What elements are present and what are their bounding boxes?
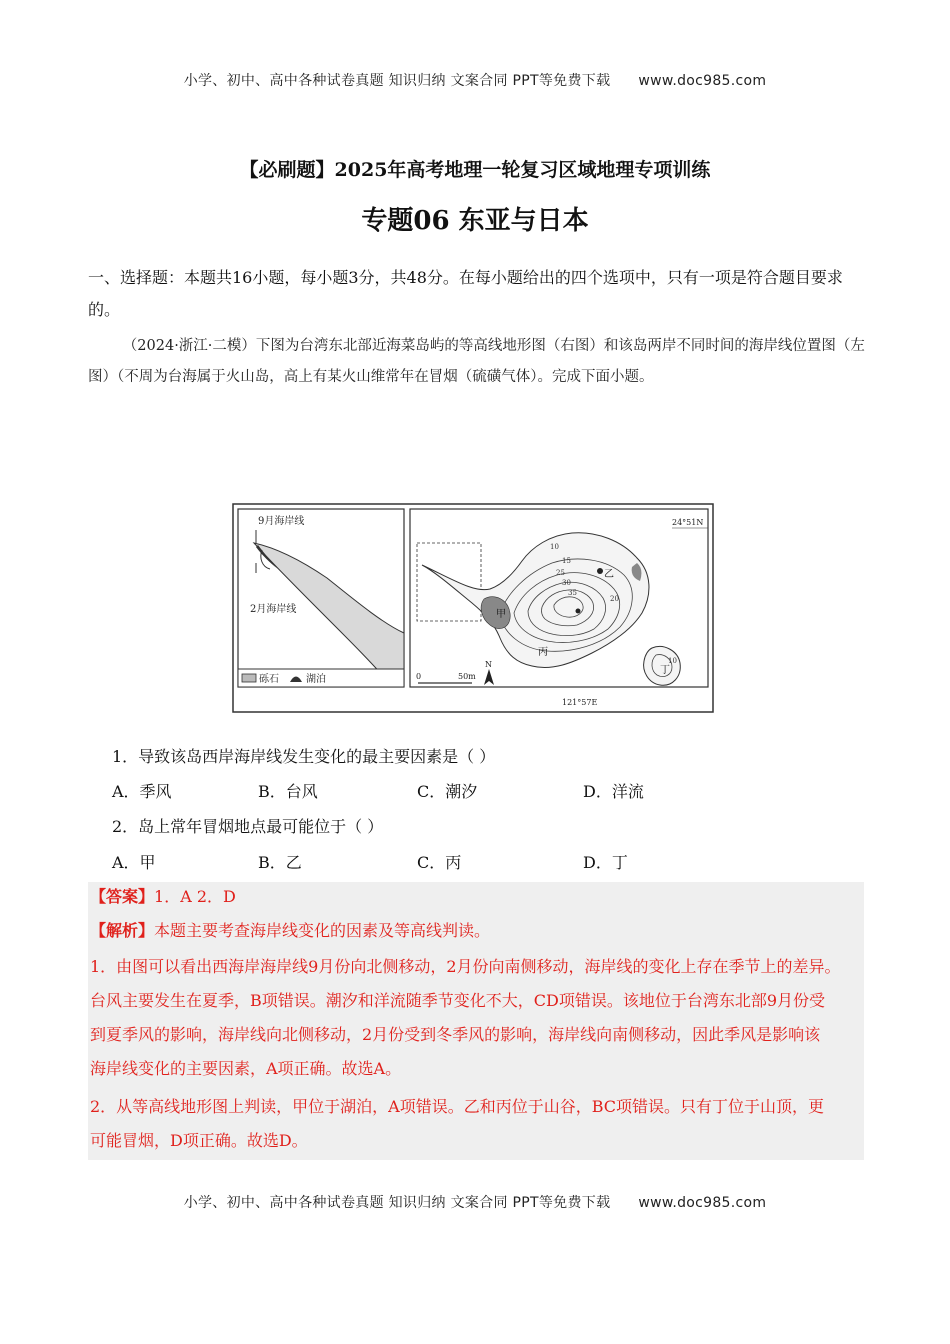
contour-label: 25	[556, 569, 565, 577]
question-intro: （2024·浙江·二模）下图为台湾东北部近海菜岛屿的等高线地形图（右图）和该岛两岸不同时间的海岸线位置图（左图）（不周为台海属于火山岛，高上有某火山维常年在冒烟（硫磺气体）。完成下面小题。	[88, 338, 865, 385]
analysis-p2-line: 可能冒烟，D项正确。故选D。	[90, 1131, 308, 1150]
scale-zero: 0	[416, 672, 422, 681]
analysis-line	[90, 914, 866, 948]
question-1-option-c[interactable]: C．潮汐	[417, 782, 478, 801]
question-2-option-c[interactable]: C．丙	[417, 853, 462, 872]
footer-site[interactable]: www.doc985.com	[638, 1195, 767, 1211]
scale-value: 50m	[458, 672, 476, 681]
answer-line	[90, 880, 866, 914]
place-ding: 丁	[660, 665, 670, 676]
question-1-option-d[interactable]: D．洋流	[583, 782, 644, 801]
contour-label: 15	[562, 557, 571, 565]
island-map-figure	[232, 503, 714, 713]
analysis-paragraph-2	[90, 1090, 866, 1158]
gravel-legend-icon	[242, 674, 256, 682]
analysis-p1-line: 海岸线变化的主要因素，A项正确。故选A。	[90, 1059, 402, 1078]
question-2-option-d[interactable]: D．丁	[583, 853, 628, 872]
north-label: N	[485, 660, 492, 669]
place-jia: 甲	[496, 609, 506, 620]
latitude-label: 24°51N	[672, 518, 704, 527]
label-september-coastline: 9月海岸线	[258, 516, 305, 527]
analysis-p1-line: 1．由图可以看出西海岸海岸线9月份向北侧移动，2月份向南侧移动，海岸线的变化上存在季节上的差异。	[90, 957, 841, 976]
analysis-p1-line: 到夏季风的影响，海岸线向北侧移动，2月份受到冬季风的影响，海岸线向南侧移动，因此季风是影响该	[90, 1025, 821, 1044]
document-title: 【必刷题】2025年高考地理一轮复习区域地理专项训练	[239, 159, 711, 181]
legend-gravel: 砾石	[259, 674, 279, 685]
question-2-option-a[interactable]: A．甲	[112, 853, 156, 872]
page-footer	[0, 1192, 950, 1212]
question-2-options	[112, 850, 812, 872]
place-bing: 丙	[538, 647, 548, 658]
place-yi: 乙	[604, 569, 614, 580]
header-site[interactable]: www.doc985.com	[638, 73, 767, 89]
answer-value: 1．A 2．D	[154, 887, 236, 906]
section-instructions: 一、选择题：本题共16小题，每小题3分，共48分。在每小题给出的四个选项中，只有一项是符合题目要求的。	[88, 268, 843, 319]
contour-label: 10	[668, 657, 677, 665]
footer-text: 小学、初中、高中各种试卷真题 知识归纳 文案合同 PPT等免费下载	[183, 1195, 611, 1211]
header-text: 小学、初中、高中各种试卷真题 知识归纳 文案合同 PPT等免费下载	[183, 73, 611, 89]
contour-label: 20	[610, 595, 619, 603]
question-1-stem: 1．导致该岛西岸海岸线发生变化的最主要因素是（ ）	[112, 747, 496, 766]
label-february-coastline: 2月海岸线	[250, 604, 297, 615]
coastline-map-left	[238, 509, 404, 687]
question-1-options	[112, 779, 812, 801]
analysis-p1-line: 台风主要发生在夏季，B项错误。潮汐和洋流随季节变化不大，CD项错误。该地位于台湾东北部9月份受	[90, 991, 826, 1010]
topic-title: 专题06 东亚与日本	[361, 206, 589, 236]
page-header	[0, 70, 950, 90]
analysis-p2-line: 2．从等高线地形图上判读，甲位于湖泊，A项错误。乙和丙位于山谷，BC项错误。只有丁位于山顶，更	[90, 1097, 825, 1116]
contour-label: 10	[550, 543, 559, 551]
question-2-option-b[interactable]: B．乙	[258, 853, 302, 872]
contour-label: 30	[562, 579, 571, 587]
contour-map-right	[410, 509, 708, 707]
longitude-label: 121°57E	[562, 698, 598, 707]
analysis-text: 本题主要考查海岸线变化的因素及等高线判读。	[154, 921, 491, 940]
analysis-label: 【解析】	[90, 921, 155, 940]
contour-label: 35	[568, 589, 577, 597]
question-1-option-b[interactable]: B．台风	[258, 782, 318, 801]
legend-lake: 湖泊	[306, 674, 326, 685]
answer-label: 【答案】	[90, 887, 155, 906]
question-2-stem: 2．岛上常年冒烟地点最可能位于（ ）	[112, 817, 384, 836]
analysis-paragraph-1	[90, 950, 866, 1086]
question-1-option-a[interactable]: A．季风	[112, 782, 172, 801]
